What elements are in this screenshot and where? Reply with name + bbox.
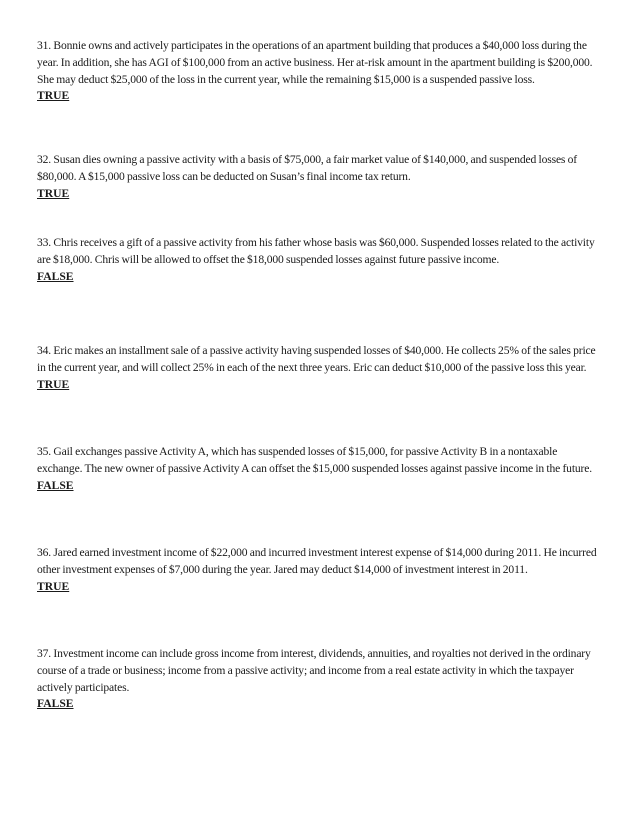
question-34 [37, 343, 603, 393]
question-33-text: 33. Chris receives a gift of a passive activity from his father whose basis was $60,000. Suspended losses related to the activity are $18,000. Chris will be allowed to offset the $18,000 suspended losses against future passive income. [37, 236, 595, 266]
question-31 [37, 38, 603, 105]
question-31-answer: TRUE [37, 89, 70, 103]
question-32 [37, 152, 603, 202]
question-33-answer: FALSE [37, 269, 74, 283]
question-35-text: 35. Gail exchanges passive Activity A, which has suspended losses of $15,000, for passive Activity B in a nontaxable exchange. The new owner of passive Activity A can offset the $15,000 suspended losses against passive income in the future. [37, 445, 593, 475]
question-36-answer: TRUE [37, 579, 70, 593]
question-34-answer: TRUE [37, 377, 70, 391]
question-35-answer: FALSE [37, 478, 74, 492]
question-35 [37, 444, 603, 494]
question-34-text: 34. Eric makes an installment sale of a passive activity having suspended losses of $40,000. He collects 25% of the sales price in the current year, and will collect 25% in each of the next three years. Eric can deduct $10,000 of the passive loss this year. [37, 344, 596, 374]
question-37-text: 37. Investment income can include gross income from interest, dividends, annuities, and royalties not derived in the ordinary course of a trade or business; income from a passive activity; and income from a real estate activity in which the taxpayer actively participates. [37, 647, 591, 694]
question-32-text: 32. Susan dies owning a passive activity with a basis of $75,000, a fair market value of $140,000, and suspended losses of $80,000. A $15,000 passive loss can be deducted on Susan’s final income tax return. [37, 153, 578, 183]
question-32-answer: TRUE [37, 186, 70, 200]
question-37 [37, 646, 603, 713]
question-36 [37, 545, 603, 595]
question-36-text: 36. Jared earned investment income of $22,000 and incurred investment interest expense of $14,000 during 2011. He incurred other investment expenses of $7,000 during the year. Jared may deduct $14,000 of investment interest in 2011. [37, 546, 597, 576]
question-31-text: 31. Bonnie owns and actively participates in the operations of an apartment building that produces a $40,000 loss during the year. In addition, she has AGI of $100,000 from an active business. Her at-risk amount in the apartment building is $200,000. She may deduct $25,000 of the loss in the current year, while the remaining $15,000 is a suspended passive loss. [37, 39, 593, 86]
question-33 [37, 235, 603, 285]
question-37-answer: FALSE [37, 697, 74, 711]
